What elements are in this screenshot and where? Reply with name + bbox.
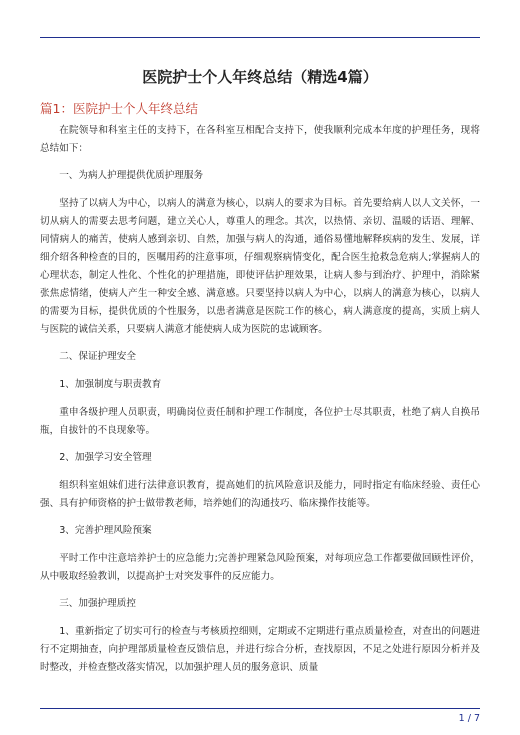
section-heading: 2、加强学习安全管理 [59,452,152,463]
body-paragraph: 组织科室姐妹们进行法律意识教育，提高她们的抗风险意识及能力，同时指定有临床经验、责任心强、具有护师资格的护士做带教老师，培养她们的沟通技巧、临床操作技能等。 [40,480,480,509]
page-indicator: 1 / 7 [458,713,480,724]
header-rule [40,37,480,38]
section-heading: 一、为病人护理提供优质护理服务 [59,170,204,181]
document-body [40,122,480,686]
body-paragraph: 重申各级护理人员职责，明确岗位责任制和护理工作制度，各位护士尽其职责，杜绝了病人自换吊瓶，自拔针的不良现象等。 [40,407,480,436]
body-paragraph: 1、重新指定了切实可行的检查与考核质控细则，定期或不定期进行重点质量检查，对查出的问题进行不定期抽查，向护理部质量检查反馈信息，并进行综合分析，查找原因，不足之处进行原因分析并及时整改，并检查整改落实情况，以加强护理人员的服务意识、质量 [40,626,480,673]
footer-rule [40,708,480,709]
body-paragraph: 在院领导和科室主任的支持下，在各科室互相配合支持下，使我顺利完成本年度的护理任务，现将总结如下： [40,125,480,154]
document-title: 医院护士个人年终总结（精选4篇） [142,68,378,86]
body-paragraph: 坚持了以病人为中心，以病人的满意为核心，以病人的要求为目标。首先要给病人以人文关怀，一切从病人的需要去思考问题，建立关心人，尊重人的理念。其次，以热情、亲切、温暖的话语、理解、同情病人的痛苦，使病人感到亲切、自然，加强与病人的沟通，通俗易懂地解释疾病的发生、发展，详细介绍各种检查的目的，医嘱用药的注意事项，仔细观察病情变化，配合医生抢救急危病人;掌握病人的心理状态，制定人性化、个性化的护理措施，即使评估护理效果，让病人参与到治疗、护理中，消除紧张焦虑情绪，使病人产生一种安全感、满意感。只要坚持以病人为中心，以病人的满意为核心，以病人的需要为目标，提供优质的个性服务，以患者满意是医院工作的核心，病人满意度的提高，实质上病人与医院的诚信关系，只要病人满意才能使病人成为医院的忠诚顾客。 [40,198,480,335]
body-paragraph: 平时工作中注意培养护士的应急能力;完善护理紧急风险预案，对每项应急工作都要做回顾性评价，从中吸取经验教训，以提高护士对突发事件的反应能力。 [40,553,480,582]
section-heading: 三、加强护理质控 [59,598,136,609]
section-title: 篇1：医院护士个人年终总结 [40,101,198,116]
section-heading: 1、加强制度与职责教育 [59,379,162,390]
section-heading: 3、完善护理风险预案 [59,525,152,536]
section-heading: 二、保证护理安全 [59,351,136,362]
